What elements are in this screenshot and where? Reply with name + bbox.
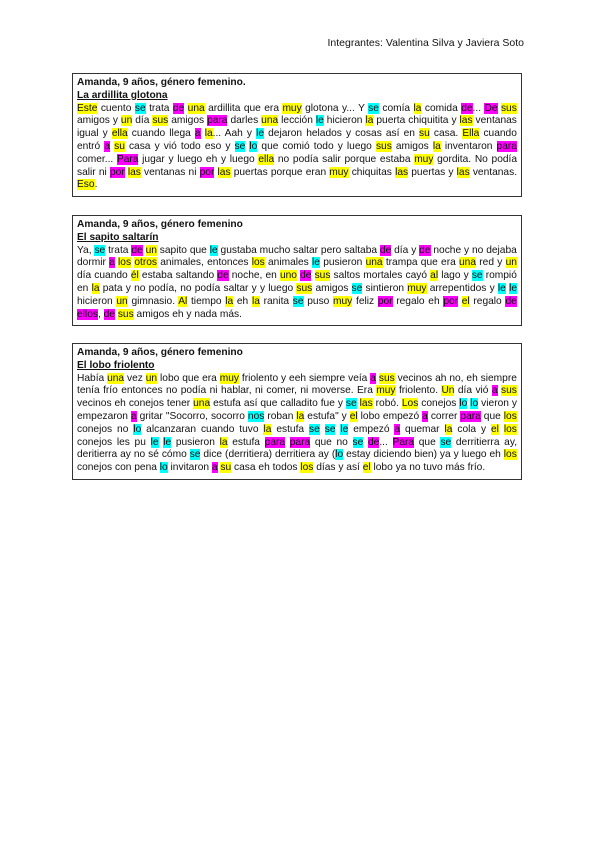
highlighted-word: de [419, 244, 431, 256]
highlighted-word: la [251, 295, 260, 307]
highlighted-word: de [379, 244, 392, 256]
highlighted-word: el [349, 410, 358, 422]
highlighted-word: el [491, 423, 499, 435]
highlighted-word: de [131, 244, 143, 256]
highlighted-word: sus [375, 140, 392, 152]
highlighted-word: de [172, 102, 185, 114]
story-text: Este cuento se trata de una ardillita que era muy glotona y... Y se comía la comida de... De sus amigos y un día sus amigos para darles una lección le hicieron la puerta chiquitita y las ventanas igual y ella cuando llega a la... Aah y le dejaron helados y cosas así en su casa. Ella cuando entró a su casa y vió todo eso y se lo que comió todo y luego sus amigos la inventaron para comer... Para jugar y luego eh y luego ella no podía salir porque estaba muy gordita. No podía salir ni por las ventanas ni por las puertas porque eran muy chiquitas las puertas y las ventanas. Eso. [77, 102, 518, 191]
highlighted-word: ella [111, 128, 128, 140]
highlighted-word: los [503, 410, 517, 422]
highlighted-word: un [505, 257, 517, 269]
highlighted-word: a [194, 128, 201, 140]
highlighted-word: se [345, 398, 357, 410]
highlighted-word: la [296, 410, 305, 422]
highlighted-word: las [359, 398, 373, 410]
highlighted-word: una [261, 115, 279, 127]
highlighted-word: el [362, 462, 371, 474]
highlighted-word: le [315, 115, 324, 127]
highlighted-word: su [419, 128, 430, 140]
story-title: El sapito saltarín [77, 231, 159, 243]
highlighted-word: al [430, 270, 439, 282]
highlighted-word: las [456, 166, 470, 178]
highlighted-word: la [225, 295, 234, 307]
highlighted-word: muy [329, 166, 349, 178]
highlighted-word: ella [258, 153, 275, 165]
highlighted-word: su [114, 140, 125, 152]
highlighted-word: lo [133, 423, 142, 435]
highlighted-word: Para [392, 436, 415, 448]
story-text: Ya, se trata de un sapito que le gustaba mucho saltar pero saltaba de día y de noche y no dejaba dormir a los otros animales, entonces los animales le pusieron una trampa que era una red y un día cuando él estaba saltando de noche, en uno de sus saltos mortales cayó al lago y se rompió en la pata y no podía, no podía saltar y y luego sus amigos se sintieron muy arrepentidos y le le hicieron un gimnasio. Al tiempo la eh la ranita se puso muy feliz por regalo eh por el regalo de ellos, de sus amigos eh y nada más. [77, 244, 517, 320]
highlighted-word: para [460, 410, 481, 422]
highlighted-word: de [461, 102, 473, 114]
highlighted-word: Este [77, 102, 98, 114]
highlighted-word: se [471, 270, 483, 282]
highlighted-word: la [219, 436, 228, 448]
highlighted-word: le [312, 257, 320, 269]
highlighted-word: Un [441, 385, 455, 397]
story-author-meta: Amanda, 9 años, género femenino. [77, 77, 246, 88]
highlighted-word: sus [152, 115, 169, 127]
authors-header: Integrantes: Valentina Silva y Javiera Soto [327, 37, 524, 49]
highlighted-word: se [352, 436, 364, 448]
story-box [72, 215, 522, 326]
highlighted-word: se [292, 295, 304, 307]
highlighted-word: la [91, 282, 100, 294]
highlighted-word: se [351, 282, 363, 294]
story-author-meta: Amanda, 9 años, género femenino [77, 219, 243, 230]
story-title: La ardillita glotona [77, 89, 168, 101]
highlighted-word: la [444, 423, 453, 435]
highlighted-word: la [263, 423, 272, 435]
highlighted-word: por [199, 166, 215, 178]
highlighted-word: sus [314, 270, 331, 282]
highlighted-word: él [130, 270, 139, 282]
highlighted-word: le [209, 244, 218, 256]
highlighted-word: una [365, 257, 383, 269]
highlighted-word: una [459, 257, 477, 269]
highlighted-word: una [187, 102, 205, 114]
highlighted-word: le [509, 282, 517, 294]
highlighted-word: un [145, 372, 158, 384]
highlighted-word: lo [459, 398, 468, 410]
highlighted-word: una [107, 372, 125, 384]
highlighted-word: de [368, 436, 380, 448]
highlighted-word: se [324, 423, 336, 435]
highlighted-word: sus [117, 308, 134, 320]
story-box [72, 73, 522, 197]
highlighted-word: le [163, 436, 172, 448]
story-title: El lobo friolento [77, 359, 155, 371]
highlighted-word: muy [333, 295, 353, 307]
highlighted-word: la [432, 140, 441, 152]
highlighted-word: se [368, 102, 379, 114]
highlighted-word: le [497, 282, 506, 294]
highlighted-word: una [193, 398, 211, 410]
highlighted-word: Ella [462, 128, 480, 140]
highlighted-word: las [127, 166, 141, 178]
highlighted-word: le [150, 436, 159, 448]
highlighted-word: las [459, 115, 473, 127]
highlighted-word: los [503, 423, 517, 435]
highlighted-word: el [461, 295, 470, 307]
highlighted-word: lo [249, 140, 258, 152]
highlighted-word: De [484, 102, 498, 114]
highlighted-word: a [491, 385, 498, 397]
highlighted-word: de [505, 295, 517, 307]
highlighted-word: para [264, 436, 286, 448]
highlighted-word: a [109, 257, 115, 269]
highlighted-word: a [370, 372, 376, 384]
highlighted-word: se [234, 140, 246, 152]
highlighted-word: nos [247, 410, 265, 422]
highlighted-word: se [189, 449, 201, 461]
highlighted-word: sus [500, 385, 517, 397]
highlighted-word: la [365, 115, 374, 127]
highlighted-word: para [496, 140, 517, 152]
highlighted-word: para [207, 115, 228, 127]
highlighted-word: se [440, 436, 452, 448]
highlighted-word: muy [407, 282, 427, 294]
highlighted-word: los [118, 257, 132, 269]
highlighted-word: un [116, 295, 128, 307]
highlighted-word: sus [500, 102, 517, 114]
highlighted-word: lo [159, 462, 168, 474]
highlighted-word: las [395, 166, 409, 178]
highlighted-word: a [211, 462, 218, 474]
highlighted-word: uno [279, 270, 297, 282]
highlighted-word: ellos [77, 308, 98, 320]
highlighted-word: Para [116, 153, 139, 165]
highlighted-word: a [130, 410, 137, 422]
highlighted-word: muy [282, 102, 302, 114]
highlighted-word: muy [376, 385, 396, 397]
highlighted-word: otros [134, 257, 157, 269]
highlighted-word: lo [335, 449, 344, 461]
highlighted-word: por [109, 166, 125, 178]
highlighted-word: se [309, 423, 320, 435]
highlighted-word: Al [178, 295, 188, 307]
highlighted-word: por [443, 295, 459, 307]
highlighted-word: sus [296, 282, 313, 294]
highlighted-word: de [217, 270, 229, 282]
highlighted-word: los [503, 449, 517, 461]
highlighted-word: muy [414, 153, 434, 165]
highlighted-word: a [422, 410, 428, 422]
highlighted-word: para [289, 436, 311, 448]
highlighted-word: muy [219, 372, 239, 384]
highlighted-word: a [104, 140, 110, 152]
highlighted-word: lo [470, 398, 479, 410]
highlighted-word: se [94, 244, 106, 256]
highlighted-word: por [377, 295, 393, 307]
highlighted-word: los [251, 257, 265, 269]
highlighted-word: a [394, 423, 401, 435]
highlighted-word: Eso [77, 179, 95, 191]
highlighted-word: sus [378, 372, 395, 384]
highlighted-word: los [300, 462, 314, 474]
highlighted-word: Los [401, 398, 419, 410]
story-box [72, 343, 522, 480]
highlighted-word: de [103, 308, 115, 320]
story-author-meta: Amanda, 9 años, género femenino [77, 347, 243, 358]
highlighted-word: la [204, 128, 213, 140]
highlighted-word: un [120, 115, 133, 127]
highlighted-word: las [217, 166, 231, 178]
highlighted-word: se [134, 102, 146, 114]
highlighted-word: la [413, 102, 422, 114]
highlighted-word: de [300, 270, 312, 282]
highlighted-word: le [340, 423, 349, 435]
highlighted-word: le [256, 128, 265, 140]
story-text: Había una vez un lobo que era muy friolento y eeh siempre veía a sus vecinos ah no, eh siempre tenía frío entonces no podía ni hablar, ni comer, ni moverse. Era muy friolento. Un día vió a sus vecinos eh conejos tener una estufa así que calladito fue y se las robó. Los conejos lo lo vieron y empezaron a gritar "Socorro, socorro nos roban la estufa" y el lobo empezó a correr para que los conejos no lo alcanzaran cuando tuvo la estufa se se le empezó a quemar la cola y el los conejos les pu le le pusieron la estufa para para que no se de... Para que se derritierra ay, deritierra ay no sé cómo se dice (derritiera) derritiera ay (lo estay diciendo bien) ya y luego eh los conejos con pena lo invitaron a su casa eh todos los días y así el lobo ya no tuvo más frío. [77, 372, 518, 474]
highlighted-word: un [145, 244, 157, 256]
highlighted-word: su [220, 462, 232, 474]
